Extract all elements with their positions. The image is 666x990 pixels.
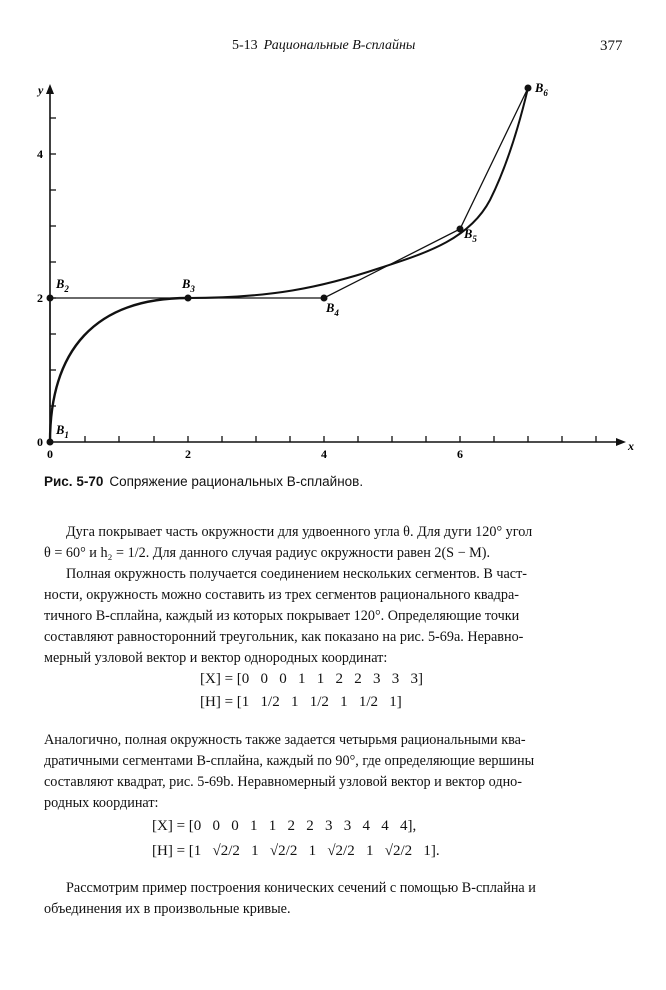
x-tick-label-0: 0 (47, 447, 53, 461)
equation-knot-vector-2: [X] = [0 0 0 1 1 2 2 3 3 4 4 4], (152, 818, 417, 834)
text-line: составляют равносторонний треугольник, как показано на рис. 5-69а. Неравно- (44, 629, 524, 645)
point-b5 (457, 226, 464, 233)
x-axis-arrow (616, 438, 626, 446)
x-axis-label: x (628, 439, 634, 453)
text-line: Рассмотрим пример построения конических сечений с помощью B-сплайна и (66, 880, 536, 896)
figure-caption (44, 474, 363, 489)
rational-spline-arc (50, 298, 188, 442)
label-b3: $B_3$ (182, 277, 195, 294)
page-header (0, 38, 666, 58)
text-line: объединения их в произвольные кривые. (44, 901, 291, 917)
text-line: ности, окружность можно составить из трех сегментов рационального квадра- (44, 587, 519, 603)
caption-text: Сопряжение рациональных B-сплайнов. (109, 474, 364, 489)
text-line: Полная окружность получается соединением нескольких сегментов. В част- (66, 566, 528, 582)
paragraph-2 (44, 564, 626, 669)
y-tick-label-0: 0 (37, 435, 43, 449)
equation-weights-2: [H] = [1 √2/2 1 √2/2 1 √2/2 1 √2/2 1]. (152, 843, 440, 859)
text-line: составляют квадрат, рис. 5-69b. Неравномерный узловой вектор и вектор одно- (44, 774, 523, 790)
point-b1 (47, 439, 54, 446)
text-line: Аналогично, полная окружность также задается четырьмя рациональными ква- (44, 732, 526, 748)
point-b2 (47, 295, 54, 302)
control-polygon (50, 88, 528, 442)
point-b3 (185, 295, 192, 302)
x-tick-label-6: 6 (457, 447, 463, 461)
text-line: Дуга покрывает часть окружности для удвоенного угла θ. Для дуги 120° угол (66, 524, 533, 540)
y-axis-label: y (38, 83, 44, 97)
label-b4: $B_4$ (326, 301, 339, 318)
x-tick-label-4: 4 (321, 447, 327, 461)
y-ticks (50, 118, 56, 406)
text-line: родных координат: (44, 795, 159, 811)
label-b5: $B_5$ (464, 227, 477, 244)
running-title (232, 38, 415, 54)
paragraph-4 (44, 878, 626, 920)
caption-label: Рис. 5-70 (44, 474, 104, 489)
y-tick-label-4: 4 (37, 147, 43, 161)
text-line: тичного B-сплайна, каждый из которых покрывает 120°. Определяющие точки (44, 608, 520, 624)
equation-knot-vector-1: [X] = [0 0 0 1 1 2 2 3 3 3] (200, 671, 424, 687)
text-line: мерный узловой вектор и вектор однородных координат: (44, 650, 388, 666)
paragraph-1 (44, 522, 626, 564)
page-number: 377 (600, 38, 623, 54)
section-title: Рациональные B-сплайны (263, 38, 416, 53)
x-tick-label-2: 2 (185, 447, 191, 461)
text-line: дратичными сегментами B-сплайна, каждый по 90°, где определяющие вершины (44, 753, 535, 769)
point-b6 (525, 85, 532, 92)
spline-figure (0, 70, 666, 470)
x-ticks (85, 436, 596, 442)
y-axis-arrow (46, 84, 54, 94)
section-number: 5-13 (232, 38, 258, 53)
label-b6: $B_6$ (535, 81, 548, 98)
paragraph-3 (44, 730, 626, 814)
label-b2: $B_2$ (56, 277, 69, 294)
equation-weights-1: [H] = [1 1/2 1 1/2 1 1/2 1] (200, 694, 402, 710)
y-tick-label-2: 2 (37, 291, 43, 305)
label-b1: $B_1$ (56, 423, 69, 440)
text-line: θ = 60° и h₂ = 1/2. Для данного случая радиус окружности равен 2(S − M). (44, 545, 491, 561)
